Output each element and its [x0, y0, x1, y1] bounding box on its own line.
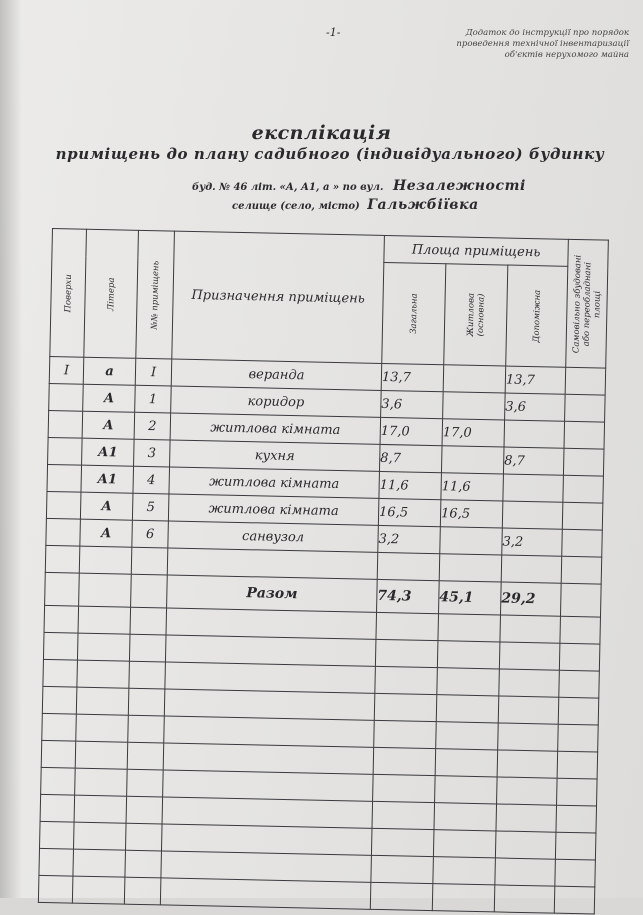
totals-aux: 29,2 [500, 582, 561, 616]
header-purpose: Призначення приміщень [172, 231, 385, 363]
cell-living: 17,0 [442, 419, 505, 447]
totals-total: 74,3 [377, 579, 440, 613]
cell-floor [46, 518, 81, 546]
address-line-building [192, 178, 526, 194]
cell-purpose: житлова кімната [168, 494, 379, 525]
cell-remark [564, 421, 605, 449]
cell-living [443, 365, 506, 393]
street-name: Незалежності [392, 178, 526, 194]
cell-liter: А1 [81, 465, 134, 493]
cell-room-no: 6 [132, 520, 169, 548]
header-remark: Самовільно збудовані або переобладнані площі [566, 239, 609, 368]
document-subtitle: приміщень до плану садибного (індивідуального) будинку [55, 145, 605, 163]
appendix-line: об'єктів нерухомого майна [504, 50, 629, 60]
cell-room-no: 2 [134, 412, 171, 440]
cell-floor [49, 383, 84, 411]
cell-living [440, 527, 503, 555]
table-header-row [52, 229, 608, 268]
cell-remark [562, 502, 603, 530]
cell-purpose: веранда [171, 359, 382, 390]
cell-total: 11,6 [379, 471, 442, 499]
totals-living: 45,1 [439, 581, 502, 615]
cell-living [441, 446, 504, 474]
appendix-line: Додаток до інструкції про порядок [465, 28, 629, 38]
cell-floor [47, 464, 82, 492]
cell-liter: А [83, 384, 136, 412]
cell-living [443, 392, 506, 420]
cell-room-no: 4 [133, 466, 170, 494]
cell-aux: 13,7 [505, 366, 566, 394]
cell-room-no: 1 [135, 385, 172, 413]
cell-liter: А [80, 492, 133, 520]
header-living-area: Житлова (основна) [444, 264, 508, 366]
settlement-label: селище (село, місто) [232, 201, 360, 212]
explication-table [38, 228, 609, 915]
header-floor: Поверхи [50, 229, 87, 358]
by-label: по [342, 182, 357, 193]
header-area-group: Площа приміщень [384, 235, 569, 266]
cell-liter: А [80, 519, 133, 547]
cell-living: 11,6 [441, 473, 504, 501]
header-auxiliary-area: Допоміжна [506, 265, 568, 367]
cell-aux: 3,6 [505, 393, 566, 421]
cell-total: 3,6 [381, 390, 444, 418]
cell-purpose: кухня [170, 440, 381, 471]
cell-liter: А1 [82, 438, 135, 466]
cell-purpose: санвузол [168, 521, 379, 552]
cell-purpose: житлова кімната [169, 467, 380, 498]
cell-floor [46, 491, 81, 519]
cell-room-no: 5 [132, 493, 169, 521]
header-liter: Літера [84, 229, 139, 358]
page-number: -1- [326, 26, 341, 39]
address-line-settlement [232, 197, 479, 213]
document-title: експлікація [251, 122, 392, 144]
building-label: буд. № 46 літ. [192, 182, 277, 193]
cell-aux [502, 501, 563, 529]
building-liters: «А, А1, а » [279, 182, 340, 193]
cell-liter: а [83, 357, 136, 385]
cell-total: 17,0 [380, 417, 443, 445]
cell-liter: А [82, 411, 135, 439]
header-room-number: №№ приміщень [136, 230, 175, 359]
cell-remark [563, 448, 604, 476]
cell-total: 16,5 [378, 498, 441, 526]
cell-remark [563, 475, 604, 503]
cell-total: 8,7 [379, 444, 442, 472]
cell-aux [503, 474, 564, 502]
settlement-name: Гальжбіївка [367, 197, 479, 213]
totals-label: Разом [167, 575, 378, 612]
cell-aux: 3,2 [502, 528, 563, 556]
cell-floor [48, 437, 83, 465]
cell-purpose: житлова кімната [170, 413, 381, 444]
appendix-note [419, 28, 629, 61]
cell-room-no: I [135, 358, 172, 386]
cell-remark [565, 394, 606, 422]
cell-purpose: коридор [171, 386, 382, 417]
cell-remark [562, 529, 603, 557]
street-label: вул. [360, 182, 384, 193]
cell-aux [504, 420, 565, 448]
cell-floor [48, 410, 83, 438]
cell-floor: I [49, 356, 84, 384]
cell-room-no: 3 [134, 439, 171, 467]
cell-remark [565, 367, 606, 395]
cell-total: 13,7 [381, 363, 444, 391]
appendix-line: проведення технічної інвентаризації [456, 39, 629, 49]
cell-total: 3,2 [378, 525, 441, 553]
cell-aux: 8,7 [503, 447, 564, 475]
header-total-area: Загальна [382, 262, 446, 364]
cell-living: 16,5 [440, 500, 503, 528]
